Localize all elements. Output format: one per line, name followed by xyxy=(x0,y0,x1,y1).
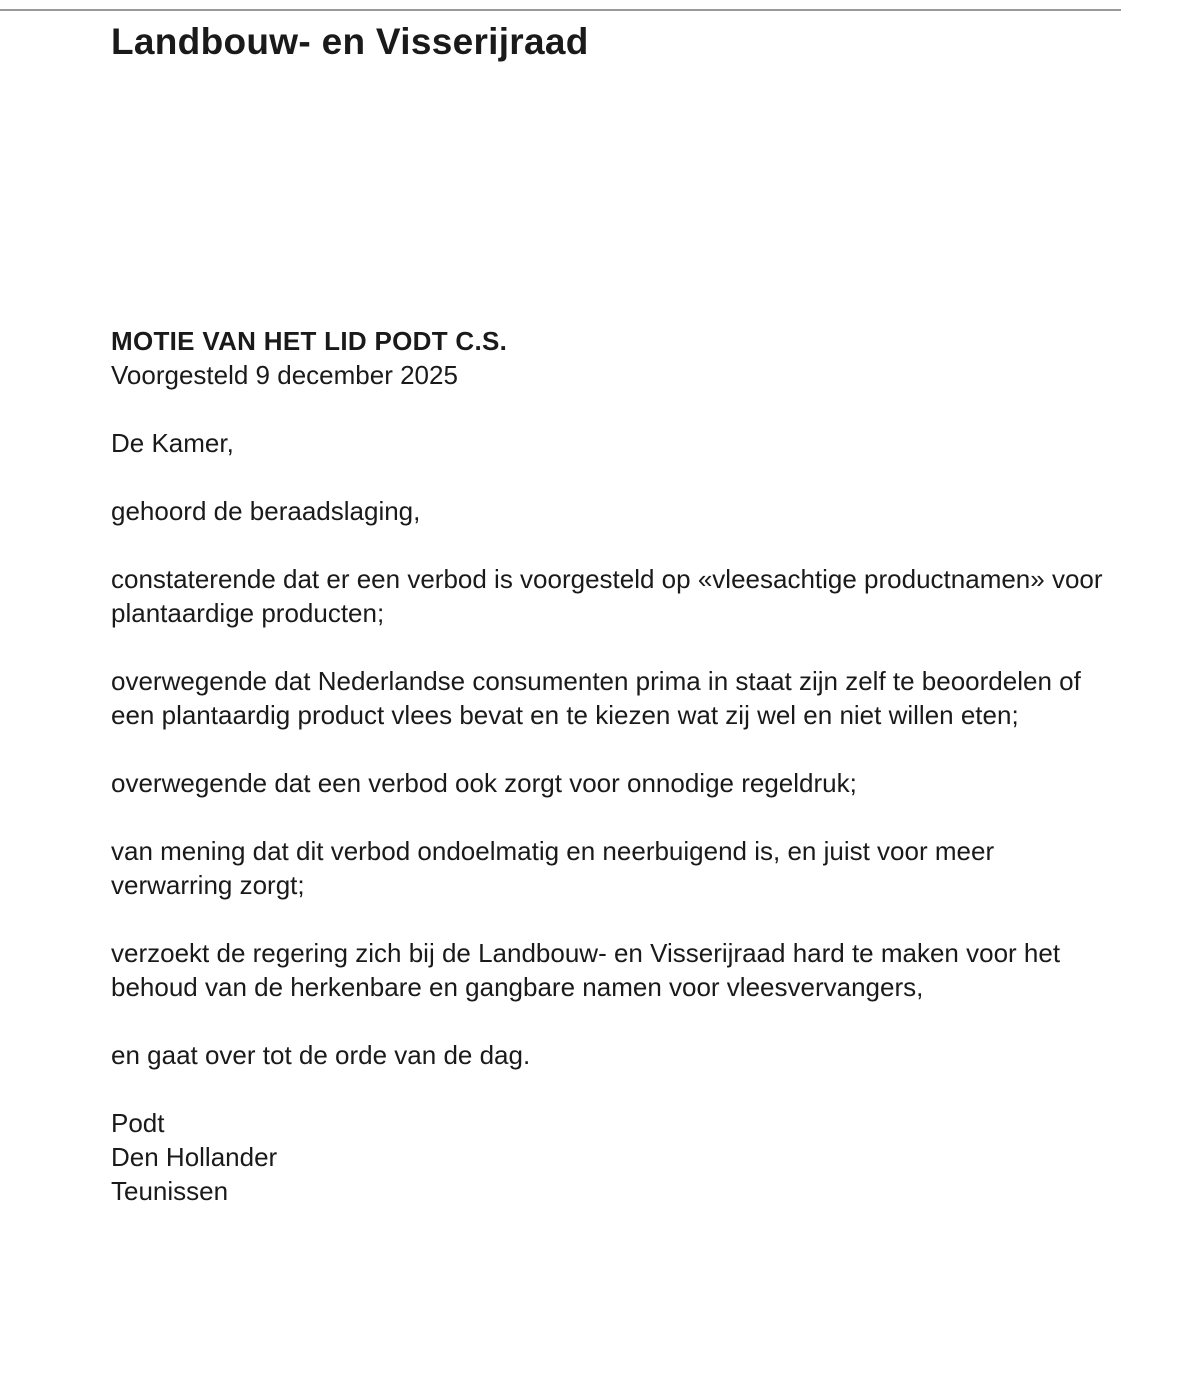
top-divider xyxy=(0,9,1121,11)
signer: Podt xyxy=(111,1108,165,1138)
paragraph-considering-regulation: overwegende dat een verbod ook zorgt voor onnodige regeldruk; xyxy=(111,768,857,798)
paragraph-noting: constaterende dat er een verbod is voorgesteld op «vleesachtige productnamen» voor plantaardige producten; xyxy=(111,564,1103,628)
motion-body xyxy=(111,324,1121,1208)
paragraph-closing: en gaat over tot de orde van de dag. xyxy=(111,1040,531,1070)
signer: Teunissen xyxy=(111,1176,229,1206)
paragraph-opinion: van mening dat dit verbod ondoelmatig en neerbuigend is, en juist voor meer verwarring zorgt; xyxy=(111,836,995,900)
motion-heading: MOTIE VAN HET LID PODT C.S. xyxy=(111,326,508,356)
signers-list xyxy=(111,1106,1121,1208)
signer: Den Hollander xyxy=(111,1142,278,1172)
proposed-date: Voorgesteld 9 december 2025 xyxy=(111,360,458,390)
document-title: Landbouw- en Visserijraad xyxy=(111,21,589,62)
paragraph-heard: gehoord de beraadslaging, xyxy=(111,496,421,526)
paragraph-considering-consumers: overwegende dat Nederlandse consumenten prima in staat zijn zelf te beoordelen of een plantaardig product vlees bevat en te kiezen wat zij wel en niet willen eten; xyxy=(111,666,1081,730)
paragraph-request: verzoekt de regering zich bij de Landbouw- en Visserijraad hard te maken voor het behoud van de herkenbare en gangbare namen voor vleesvervangers, xyxy=(111,938,1061,1002)
paragraph-opening: De Kamer, xyxy=(111,428,234,458)
